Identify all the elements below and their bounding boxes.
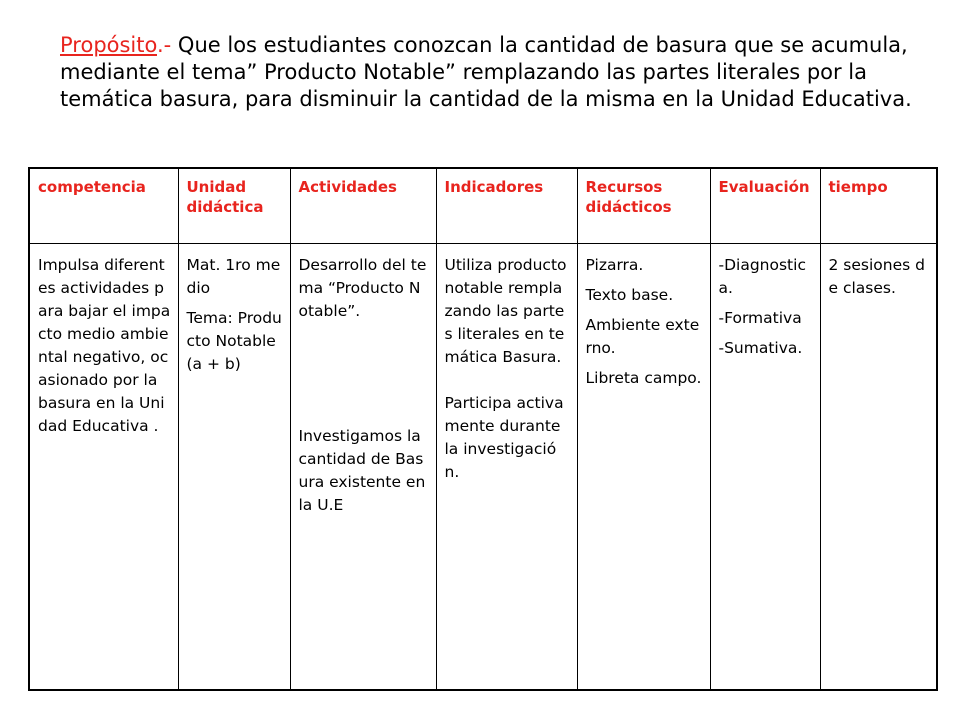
recurso-3: Ambiente externo. [585, 316, 700, 357]
purpose-paragraph [60, 32, 920, 113]
cell-unidad [178, 244, 290, 691]
recurso-2: Texto base. [585, 286, 674, 304]
header-recursos-didacticos: Recursos didácticos [577, 168, 710, 244]
unidad-course: Mat. 1ro medio [186, 256, 281, 297]
lesson-plan-table [28, 167, 938, 691]
header-row [29, 168, 937, 244]
header-indicadores: Indicadores [436, 168, 577, 244]
cell-tiempo [820, 244, 937, 691]
tiempo-text: 2 sesiones de clases. [828, 256, 925, 297]
actividad-2: Investigamos la cantidad de Basura existente en la U.E [298, 427, 426, 514]
actividad-1: Desarrollo del tema “Producto Notable”. [298, 256, 427, 320]
header-evaluacion: Evaluación [710, 168, 820, 244]
competencia-text: Impulsa diferentes actividades para bajar el impacto medio ambiental negativo, ocasionado por la basura en la Unidad Educativa . [38, 256, 171, 435]
cell-actividades [290, 244, 436, 691]
header-unidad-didactica: Unidad didáctica [178, 168, 290, 244]
cell-recursos [577, 244, 710, 691]
recurso-1: Pizarra. [585, 256, 644, 274]
indicador-1: Utiliza producto notable remplazando las partes literales en temática Basura. [444, 256, 567, 366]
cell-indicadores [436, 244, 577, 691]
evaluacion-2: -Formativa [718, 309, 802, 327]
cell-competencia [29, 244, 178, 691]
recurso-4: Libreta campo. [585, 369, 702, 387]
header-tiempo: tiempo [820, 168, 937, 244]
unidad-topic: Tema: Producto Notable (a + b) [186, 309, 282, 373]
header-competencia: competencia [29, 168, 178, 244]
cell-evaluacion [710, 244, 820, 691]
indicadores-gap [445, 376, 570, 392]
evaluacion-3: -Sumativa. [718, 339, 803, 357]
indicador-2: Participa activamente durante la investigación. [444, 394, 564, 481]
actividades-gap [299, 330, 429, 425]
table-row [29, 244, 937, 691]
header-actividades: Actividades [290, 168, 436, 244]
evaluacion-1: -Diagnostica. [718, 256, 806, 297]
purpose-text: Que los estudiantes conozcan la cantidad de basura que se acumula, mediante el tema” Producto Notable” remplazando las partes literales por la temática basura, para disminuir la cantidad de la misma en la Unidad Educativa. [60, 33, 912, 111]
purpose-label: Propósito [60, 33, 157, 57]
purpose-separator: .- [156, 33, 172, 57]
